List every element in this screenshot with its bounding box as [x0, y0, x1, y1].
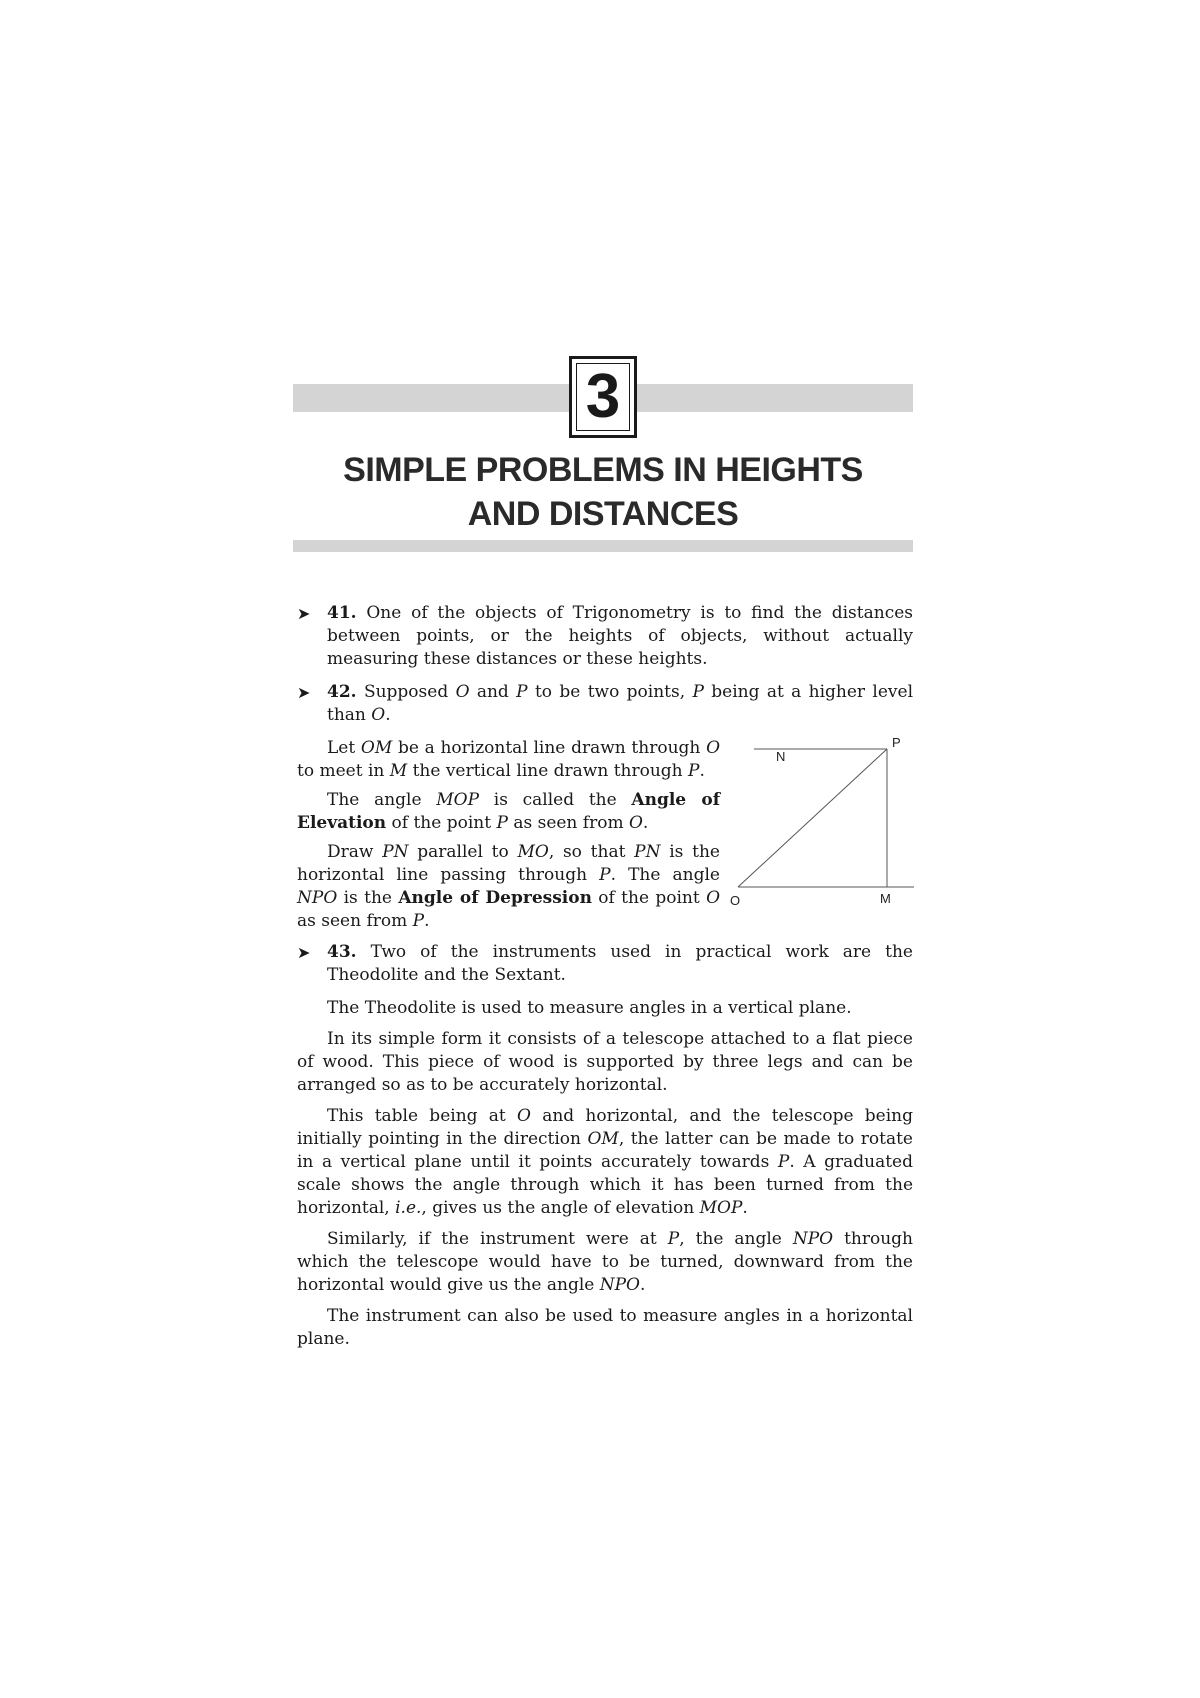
text: being at a higher level than [327, 682, 914, 725]
math-var: P [496, 813, 508, 833]
text: and [469, 682, 517, 702]
arrow-bullet-icon: ➤ [297, 943, 311, 962]
chapter-title-line2: AND DISTANCES [467, 495, 739, 533]
text: is the horizontal line passing through [297, 842, 720, 885]
text: Let [327, 738, 361, 758]
text: the vertical line drawn through [407, 761, 689, 781]
math-var: P [412, 911, 425, 931]
math-var: PN [382, 842, 409, 862]
line-OP [738, 749, 887, 887]
text: , the angle [679, 1229, 793, 1249]
math-var: P [667, 1229, 680, 1249]
section-41 [297, 602, 913, 671]
paragraph [297, 841, 720, 933]
arrow-bullet-icon: ➤ [297, 604, 311, 623]
math-var: O [517, 1106, 531, 1126]
math-var: MOP [699, 1198, 743, 1218]
paragraph [297, 1228, 913, 1297]
math-var: O [628, 813, 643, 833]
text: , the latter can be made to rotate in a vertical plane until it points accurately towards [297, 1129, 913, 1172]
text: . [385, 705, 391, 725]
text: be a horizontal line drawn through [392, 738, 707, 758]
section-number: 41. [327, 603, 357, 623]
math-var: NPO [792, 1229, 834, 1249]
paragraph [297, 1105, 913, 1220]
text: through which the telescope would have to be turned, downward from the horizontal would give us the angle [297, 1229, 914, 1295]
chapter-body [297, 602, 913, 1359]
chapter-number-inner-frame [576, 363, 630, 431]
text: . [640, 1275, 646, 1295]
text: is called the [479, 790, 632, 810]
chapter-number-box [569, 356, 637, 438]
label-O: O [730, 893, 741, 908]
text: . [424, 911, 430, 931]
math-var: PN [634, 842, 661, 862]
elevation-depression-diagram [724, 737, 914, 933]
chapter-title-line1: SIMPLE PROBLEMS IN HEIGHTS [343, 451, 863, 489]
text: and horizontal, and the telescope being initially pointing in the direction [297, 1106, 913, 1149]
text: . The angle [610, 865, 720, 885]
figure-side-text [297, 737, 720, 933]
math-var: OM [587, 1129, 619, 1149]
paragraph [297, 737, 720, 783]
math-var: M [389, 761, 408, 781]
math-var: NPO [297, 888, 338, 908]
text: to be two points, [527, 682, 693, 702]
label-N: N [776, 749, 786, 764]
paragraph: The instrument can also be used to measure angles in a horizontal plane. [297, 1306, 913, 1349]
abbreviation-ie: i.e. [395, 1198, 422, 1218]
text: Supposed [363, 682, 456, 702]
section-number: 43. [327, 942, 357, 962]
chapter-number: 3 [585, 362, 621, 431]
math-var: O [371, 705, 386, 725]
math-var: P [516, 682, 528, 702]
paragraph: The Theodolite is used to measure angles in a vertical plane. [327, 998, 852, 1018]
term-angle-of-depression: Angle of Depression [398, 888, 592, 908]
math-var: OM [360, 738, 393, 758]
math-var: MOP [436, 790, 480, 810]
text: parallel to [408, 842, 518, 862]
text: . [699, 761, 705, 781]
text: Draw [327, 842, 383, 862]
math-var: P [692, 682, 704, 702]
section-42 [297, 681, 913, 727]
text: The angle [327, 790, 437, 810]
paragraph: In its simple form it consists of a telescope attached to a flat piece of wood. This piece of wood is supported by three legs and can be arranged so as to be accurately horizontal. [297, 1029, 913, 1095]
section-text: One of the objects of Trigonometry is to find the distances between points, or the heights of objects, without actually measuring these distances or these heights. [327, 603, 914, 669]
text: Similarly, if the instrument were at [327, 1229, 668, 1249]
arrow-bullet-icon: ➤ [297, 683, 311, 702]
math-var: O [706, 888, 720, 908]
math-var: P [777, 1152, 790, 1172]
text: as seen from [297, 911, 413, 931]
label-P: P [892, 737, 901, 750]
label-M: M [880, 891, 891, 906]
text: , so that [548, 842, 635, 862]
term-angle-of-elevation: Angle of Elevation [297, 790, 721, 833]
text: is the [337, 888, 399, 908]
text: of the point [591, 888, 707, 908]
math-var: MO [517, 842, 549, 862]
section-text: Two of the instruments used in practical work are the Theodolite and the Sextant. [327, 942, 913, 985]
chapter-title [293, 448, 913, 536]
text: , gives us the angle of elevation [421, 1198, 700, 1218]
text: . A graduated scale shows the angle through which it has been turned from the horizontal, [297, 1152, 914, 1218]
math-var: O [706, 738, 720, 758]
figure-block [297, 737, 913, 933]
math-var: O [455, 682, 470, 702]
text: of the point [386, 813, 497, 833]
section-43 [297, 941, 913, 987]
text: This table being at [327, 1106, 518, 1126]
section-number: 42. [327, 682, 357, 702]
paragraph [297, 789, 720, 835]
text: to meet in [297, 761, 390, 781]
math-var: NPO [599, 1275, 640, 1295]
math-var: P [599, 865, 611, 885]
text: as seen from [507, 813, 629, 833]
math-var: P [688, 761, 700, 781]
chapter-header-band-bottom [293, 540, 913, 552]
text: . [642, 813, 649, 833]
text: . [742, 1198, 748, 1218]
